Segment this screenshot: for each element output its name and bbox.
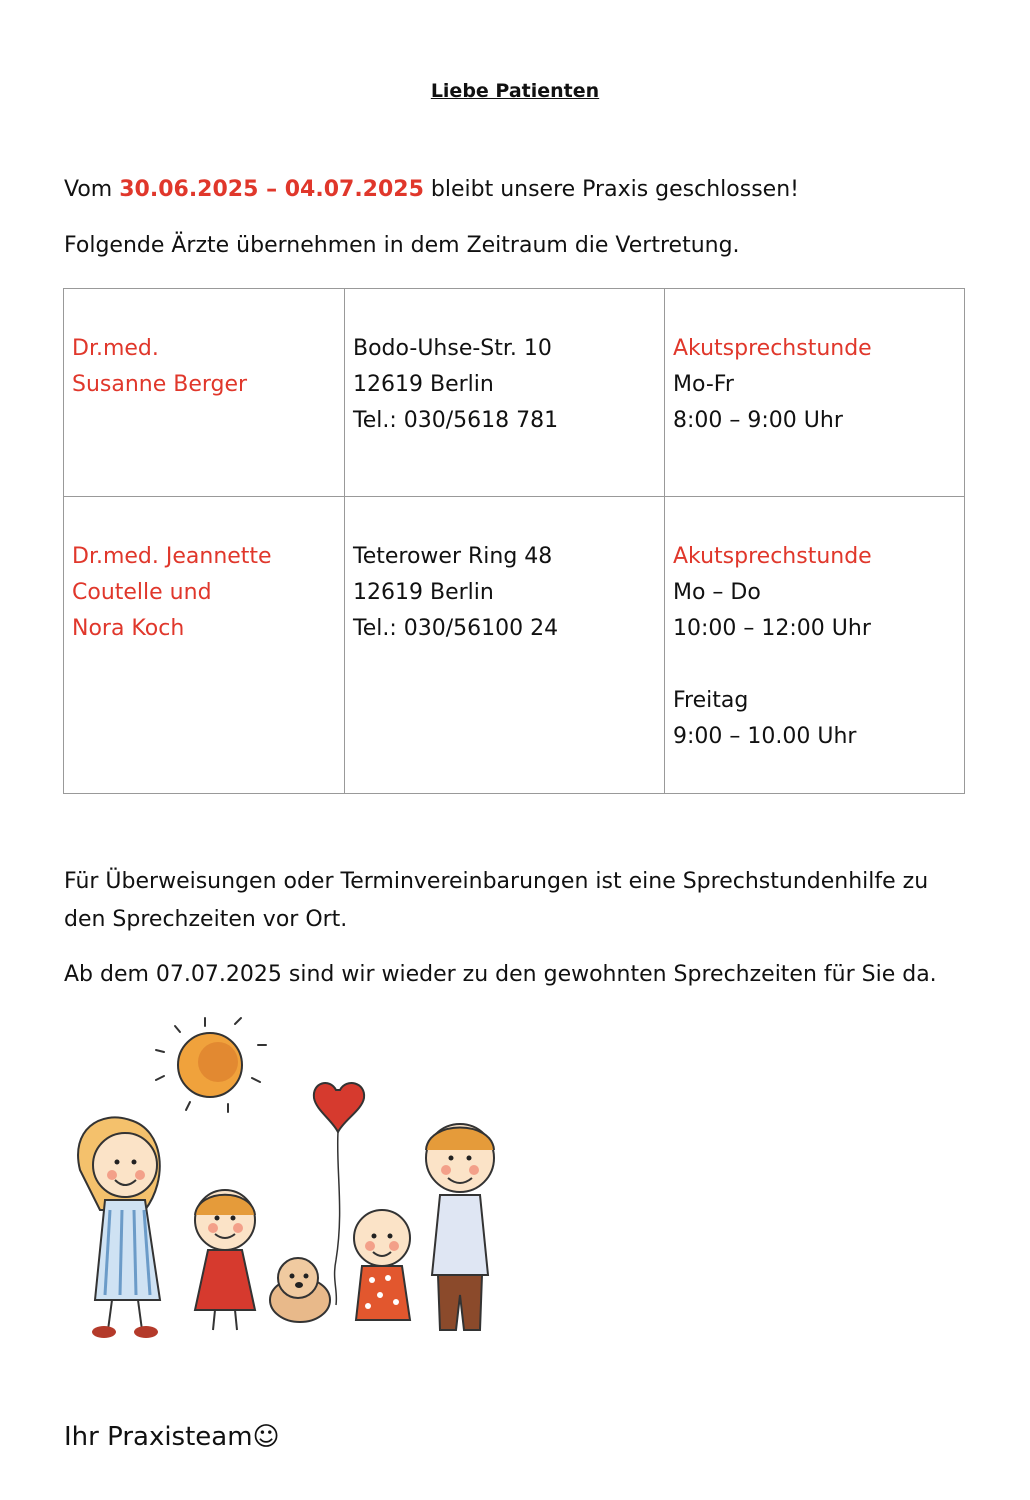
sun-icon bbox=[156, 1018, 266, 1112]
reopen-text: Ab dem 07.07.2025 sind wir wieder zu den gewohnten Sprechzeiten für Sie da. bbox=[64, 962, 937, 987]
address-cell bbox=[345, 497, 665, 794]
table-row bbox=[64, 497, 965, 794]
dog-figure bbox=[270, 1258, 330, 1322]
hours-cell bbox=[665, 497, 965, 794]
closure-prefix: Vom bbox=[64, 177, 120, 202]
doctor-address: Bodo-Uhse-Str. 10 12619 Berlin Tel.: 030/5618 781 bbox=[353, 336, 559, 433]
closure-dates: 30.06.2025 – 04.07.2025 bbox=[119, 177, 424, 202]
heart-balloon-icon bbox=[314, 1083, 364, 1305]
referral-text-line-1: Für Überweisungen oder Terminvereinbarungen ist eine Sprechstundenhilfe zu bbox=[64, 869, 929, 894]
substitute-table bbox=[63, 288, 965, 794]
hours-detail: Mo-Fr 8:00 – 9:00 Uhr bbox=[673, 372, 843, 433]
doctor-name-cell bbox=[64, 289, 345, 497]
mother-figure bbox=[78, 1117, 160, 1338]
page-title: Liebe Patienten bbox=[430, 80, 600, 102]
table-row bbox=[64, 289, 965, 497]
family-illustration bbox=[60, 1010, 530, 1350]
hours-title: Akutsprechstunde bbox=[673, 544, 872, 569]
referral-text-line-2: den Sprechzeiten vor Ort. bbox=[64, 907, 348, 932]
doctor-address: Teterower Ring 48 12619 Berlin Tel.: 030/56100 24 bbox=[353, 544, 559, 641]
doctor-name-cell bbox=[64, 497, 345, 794]
father-figure bbox=[426, 1124, 494, 1330]
closure-suffix: bleibt unsere Praxis geschlossen! bbox=[423, 177, 799, 202]
hours-detail: Mo – Do 10:00 – 12:00 Uhr Freitag 9:00 – 10.00 Uhr bbox=[673, 580, 871, 749]
hours-title: Akutsprechstunde bbox=[673, 336, 872, 361]
girl-figure bbox=[195, 1190, 255, 1330]
intro-text: Folgende Ärzte übernehmen in dem Zeitraum die Vertretung. bbox=[64, 233, 740, 258]
hours-cell bbox=[665, 289, 965, 497]
doctor-name: Dr.med. Susanne Berger bbox=[72, 336, 248, 397]
closure-notice bbox=[64, 171, 799, 209]
signoff: Ihr Praxisteam☺ bbox=[64, 1422, 280, 1452]
doctor-name: Dr.med. Jeannette Coutelle und Nora Koch bbox=[72, 544, 272, 641]
address-cell bbox=[345, 289, 665, 497]
baby-figure bbox=[354, 1210, 410, 1320]
